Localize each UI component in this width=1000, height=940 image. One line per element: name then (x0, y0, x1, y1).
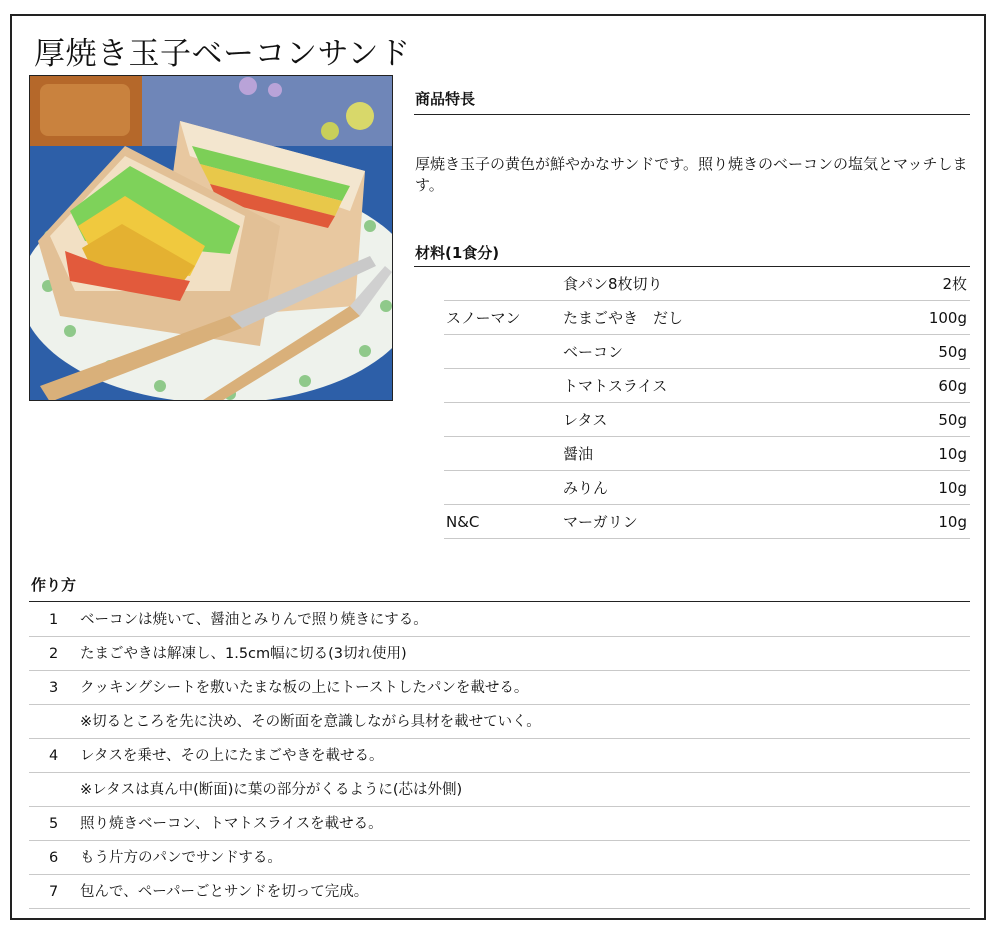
ingredient-category: N&C (446, 513, 480, 531)
ingredient-row (444, 471, 970, 505)
step-text: クッキングシートを敷いたまな板の上にトーストしたパンを載せる。 (80, 680, 529, 696)
page-title: 厚焼き玉子ベーコンサンド (34, 36, 411, 72)
ingredient-row (444, 505, 970, 539)
step-number: 6 (49, 850, 59, 866)
step-row (29, 875, 970, 909)
step-number: 2 (49, 646, 59, 662)
ingredient-row (444, 369, 970, 403)
ingredient-qty: 10g (938, 445, 967, 463)
step-text: もう片方のパンでサンドする。 (80, 850, 282, 866)
steps-divider (29, 601, 970, 602)
ingredient-qty: 50g (938, 343, 967, 361)
step-number: 1 (49, 612, 59, 628)
ingredient-qty: 50g (938, 411, 967, 429)
ingredient-name: ベーコン (563, 343, 624, 361)
step-text: 包んで、ペーパーごとサンドを切って完成。 (80, 884, 369, 900)
step-row (29, 671, 970, 705)
sandwich-photo (29, 75, 393, 401)
ingredient-row (444, 437, 970, 471)
ingredient-name: マーガリン (563, 513, 638, 531)
ingredient-name: トマトスライス (563, 377, 668, 395)
ingredient-name: みりん (563, 479, 609, 497)
ingredient-qty: 60g (938, 377, 967, 395)
ingredient-row (444, 403, 970, 437)
ingredient-name: 醤油 (563, 445, 594, 463)
step-row (29, 705, 970, 739)
ingredient-category: スノーマン (446, 309, 521, 327)
step-text: ※切るところを先に決め、その断面を意識しながら具材を載せていく。 (80, 714, 541, 730)
features-heading: 商品特長 (415, 90, 476, 108)
ingredient-qty: 100g (928, 309, 967, 327)
ingredients-heading: 材料(1食分) (415, 244, 500, 262)
step-number: 5 (49, 816, 59, 832)
ingredient-qty: 10g (938, 479, 967, 497)
step-number: 3 (49, 680, 59, 696)
step-row (29, 637, 970, 671)
step-text: たまごやきは解凍し、1.5cm幅に切る(3切れ使用) (80, 646, 407, 662)
ingredients-table (444, 267, 970, 539)
ingredient-row (444, 301, 970, 335)
steps-heading: 作り方 (31, 576, 77, 594)
step-row (29, 739, 970, 773)
step-number: 4 (49, 748, 59, 764)
step-text: 照り焼きベーコン、トマトスライスを載せる。 (80, 816, 383, 832)
steps-table (29, 603, 970, 909)
ingredient-row (444, 335, 970, 369)
step-row (29, 841, 970, 875)
ingredient-qty: 10g (938, 513, 967, 531)
ingredient-qty: 2枚 (942, 275, 967, 293)
ingredient-name: 食パン8枚切り (563, 275, 663, 293)
ingredient-name: レタス (563, 411, 608, 429)
step-text: ベーコンは焼いて、醤油とみりんで照り焼きにする。 (80, 612, 428, 628)
step-text: ※レタスは真ん中(断面)に葉の部分がくるように(芯は外側) (80, 782, 463, 798)
ingredient-name: たまごやき だし (563, 309, 684, 327)
ingredient-row (444, 267, 970, 301)
step-number: 7 (49, 884, 59, 900)
step-row (29, 773, 970, 807)
step-row (29, 603, 970, 637)
features-divider (414, 114, 970, 115)
step-text: レタスを乗せ、その上にたまごやきを載せる。 (80, 748, 384, 764)
step-row (29, 807, 970, 841)
features-text: 厚焼き玉子の黄色が鮮やかなサンドです。照り焼きのベーコンの塩気とマッチします。 (415, 155, 968, 194)
